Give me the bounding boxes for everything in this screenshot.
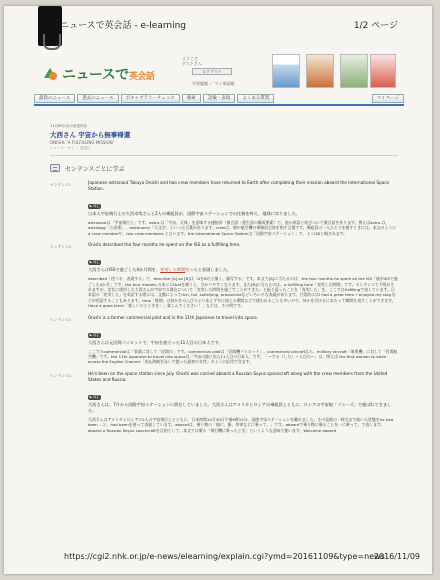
explanation-note: ここでのcommercialは「事業に対して「民間の」です。commercial pilotは「民間機パイロット」。commercial aircraftなら、military aircraft「軍用機」に対して「民間航空機」です。the 11th Japanese to travel into spaceは「宇宙の旅に出た11人目の日本人」です。「〜する（した）〜人目の〜」は、例えば the first woman to swim across the English Channel「英仏海峡を泳いで渡った最初の女性」のように応用できます。 — [88, 348, 398, 365]
section-header — [50, 162, 398, 174]
japanese-translation: 日本人宇宙飛行士の大西卓哉さんと2人の乗組員が、国際宇宙ステーションでの任務を終え、地球に戻りました。 — [88, 211, 301, 216]
textbook-cover-1[interactable] — [272, 54, 300, 88]
article-meta: ニュース・ゼミ ／ 放送日 — [50, 146, 91, 150]
binder-clip — [38, 6, 62, 46]
section-title: センテンスごとに学ぶ — [65, 165, 125, 173]
print-page-number: 1/2 ページ — [353, 21, 398, 31]
login-greeting: ようこそ — [182, 56, 198, 61]
sentence-number: センテンス3 — [50, 316, 72, 322]
article-subtitle: ONISHI: 'A FULFILLING MISSION' — [50, 140, 114, 145]
logo-icon — [42, 66, 58, 82]
english-sentence: He's been on the space station since July. Onishi was carried aboard a Russian Soyuz spacecraft along with the crew members from the United States and Russia. — [88, 370, 388, 382]
logo-accent-text: 英会話 — [128, 72, 155, 82]
vocab-link[interactable]: 充実した時間 — [160, 267, 186, 273]
nav-tab-expressions[interactable]: 語彙・表現 — [203, 94, 236, 103]
english-sentence: Onishi described the four months he spent on the ISS as a fulfilling time. — [88, 242, 241, 248]
print-date: 2016/11/09 — [373, 552, 420, 561]
english-sentence: Japanese astronaut Takuya Onishi and two crew members have returned to Earth after completing their mission aboard the International Space Station. — [88, 180, 390, 191]
print-header — [60, 18, 420, 30]
print-footer — [64, 552, 420, 561]
play-audio-button[interactable]: ▶ 再生 — [89, 204, 100, 208]
nav-tab-past-news[interactable]: 過去のニュース — [77, 94, 118, 103]
ja-text-pre: 大西さんはISSで過ごした4か月間を、 — [88, 267, 161, 273]
sentence-number: センテンス1 — [50, 182, 72, 187]
explanation-note: astronautは「宇宙飛行士」です。astro-は「宇宙、天体」を意味する連結形（複合語・派生語の構成要素）で、他の単語と結びついて複合語を作ります。例えばastro-は、astrology「占星術」、astronomy「天文学」といった言葉があります。crewは、船や航空機の乗務員全体を指す言葉です。乗組員の一人ひとりを指すときには、本文のようにa crew memberや、two crew members と言います。the International Space Stationは「国際宇宙ステーション」で、よくISSと略されます。 — [88, 220, 397, 236]
login-links[interactable]: 学習履歴 ／ マイ単語帳 — [192, 81, 235, 86]
sentence-block — [50, 371, 398, 433]
sentence-block — [50, 180, 398, 236]
play-audio-button[interactable]: ▶ 再生 — [89, 332, 100, 337]
sentence-number: センテンス2 — [50, 244, 72, 250]
nav-underline — [34, 104, 404, 106]
japanese-translation: 大西さんは元民間パイロットで、宇宙を旅立った11人目の日本人です。 — [88, 339, 223, 345]
article-content — [50, 124, 398, 433]
textbook-banners — [272, 50, 400, 90]
logout-button[interactable]: ログアウト — [192, 68, 232, 75]
textbook-cover-4[interactable] — [370, 54, 396, 88]
play-audio-button[interactable]: ▶ 再生 — [89, 394, 100, 399]
logo-main-text: ニュースで — [62, 67, 129, 83]
japanese-translation: 大西さんは、7月から国際宇宙ステーションに滞在していました。大西さんはアメリカとロシアの乗組員とともに、ロシアの宇宙船「ソユーズ」で運ばれてきました。 — [88, 401, 392, 413]
play-audio-button[interactable]: ▶ 再生 — [89, 260, 100, 265]
sentence-block — [50, 315, 398, 365]
nav-tab-latest-news[interactable]: 最新のニュース — [34, 94, 75, 103]
login-user: ゲストさん — [182, 61, 202, 66]
textbook-cover-3[interactable] — [340, 54, 368, 88]
ja-text-post: だったと表現しました。 — [185, 267, 232, 273]
site-header — [34, 50, 404, 90]
print-site-title: ニュースで英会話 - e-learning — [60, 21, 187, 31]
article-date: 11月09日水の放送内容 — [50, 124, 87, 128]
divider — [50, 155, 398, 156]
login-panel — [182, 56, 264, 90]
nav-tab-mypage[interactable]: マイページ — [372, 94, 404, 103]
nav-tab-search[interactable]: 検索 — [182, 94, 201, 103]
sentence-study-icon — [50, 164, 60, 172]
explanation-note: described「述べる」表現する」で、describe [A] as [B]は「AをBだと描く、描写する」です。本文で[A]に当たるのは、the four months he spent on the ISS「彼がISSで過ごした4か月」です。the four months のあとにthatを補うと、分かりやすくなります。また[B]に当たるのは、a fulfilling time「充実した時間」です。センテンスで不明がされますが、対比に使用した大西さんが宇宙での滞在について「充実した時間を過ごすことができた」と振り返ったことを「充実した」を、ここではfulfillingで表しています。日本語の「充実した」を英訳する際には、文脈によってrich, full, satisfying, productiveなどいろいろな表現があります。日常的にはI had a great time. I enjoyed my stay.などが用語することもあります。time「時間」は何かをのんびりとりあえず多に使える期間などで使われることも多いので、何かを付けるにあたって期間を表すことができます。Have a good time!「楽しいひとときを！」楽しんでください！」などは、その例です。 — [88, 276, 398, 309]
textbook-cover-2[interactable] — [306, 54, 334, 88]
nav-tab-faq[interactable]: よくある質問 — [237, 94, 274, 103]
sentence-number: センテンス4 — [50, 372, 72, 378]
article-title: 大西さん 宇宙から無事帰還 — [50, 131, 131, 139]
explanation-note: 大西さんはアメリカとロシアの2人の宇宙飛行士とともに、日本時間10月30日午後9時15分、国際宇宙ステーションを離れました。その直後の一時点まで続いた状態をhe had been ...と、had beenを使って表現しています。aboardは、乗り物の「船に、船、列車などに乗って、」です。aboardで乗り物に乗ることを一に乗って」で表します。aboard a Russian Soyuz spacecraftを目的として、本文では乗る「飛行機に乗ったとき」というような意味で使います。Welcome aboard — [88, 416, 394, 433]
site-logo[interactable] — [62, 64, 154, 84]
nav-tab-vocab-check[interactable]: ボキャブラリーチェック — [121, 94, 180, 103]
sentence-block — [50, 242, 398, 308]
printed-page — [4, 6, 432, 574]
print-url: https://cgi2.nhk.or.jp/e-news/elearning/explain.cgi?ymd=20161109&type=news — [64, 552, 385, 561]
japanese-translation — [88, 267, 398, 273]
english-sentence: Onishi is a former commercial pilot and is the 11th Japanese to travel into space. — [88, 314, 259, 320]
